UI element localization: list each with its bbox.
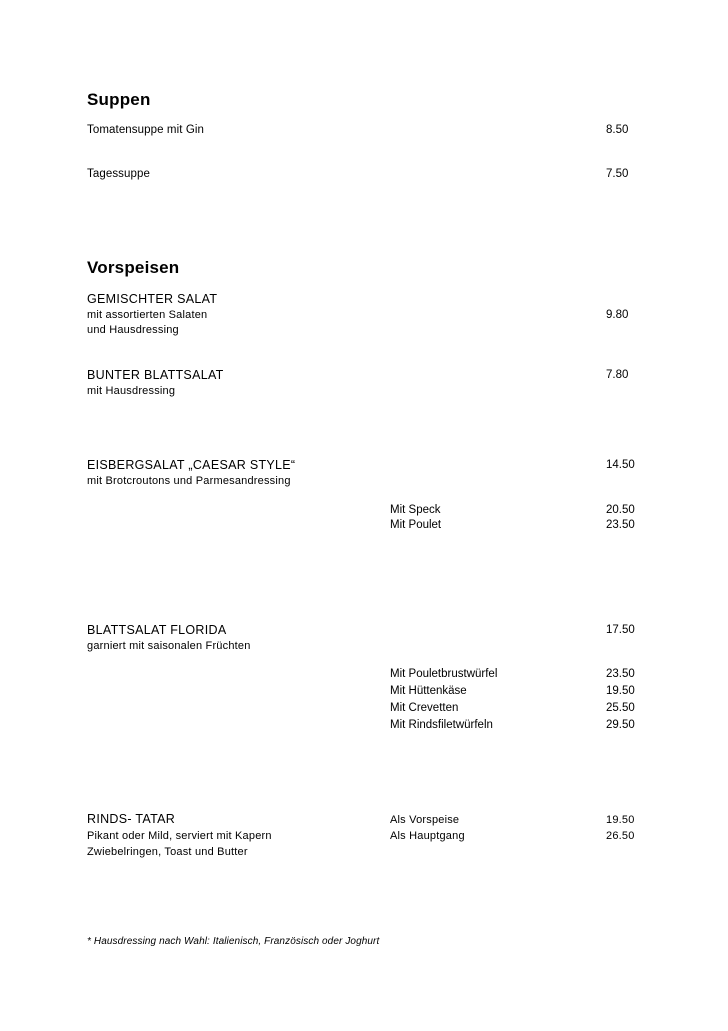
option-label: Mit Crevetten bbox=[390, 702, 459, 714]
option-price: 26.50 bbox=[606, 830, 635, 842]
option-price: 20.50 bbox=[606, 504, 635, 516]
option-label: Mit Pouletbrustwürfel bbox=[390, 668, 498, 680]
soup-name: Tomatensuppe mit Gin bbox=[87, 124, 205, 136]
dish-description: Pikant oder Mild, serviert mit Kapern bbox=[87, 830, 272, 842]
option-label: Mit Speck bbox=[390, 504, 441, 516]
option-price: 25.50 bbox=[606, 702, 635, 714]
dish-description: und Hausdressing bbox=[87, 324, 179, 336]
soup-price: 8.50 bbox=[606, 124, 629, 136]
dish-price: 7.80 bbox=[606, 369, 629, 381]
dish-name: BLATTSALAT FLORIDA bbox=[87, 623, 227, 637]
dish-description: mit assortierten Salaten bbox=[87, 309, 208, 321]
option-price: 19.50 bbox=[606, 814, 635, 826]
option-label: Mit Hüttenkäse bbox=[390, 685, 467, 697]
section-title-vorspeisen: Vorspeisen bbox=[87, 258, 180, 277]
option-price: 23.50 bbox=[606, 519, 635, 531]
option-label: Mit Rindsfiletwürfeln bbox=[390, 719, 493, 731]
dish-name: RINDS- TATAR bbox=[87, 812, 176, 826]
dish-description: mit Hausdressing bbox=[87, 385, 176, 397]
dish-name: BUNTER BLATTSALAT bbox=[87, 368, 224, 382]
dish-price: 17.50 bbox=[606, 624, 635, 636]
dish-description: garniert mit saisonalen Früchten bbox=[87, 640, 251, 652]
option-price: 29.50 bbox=[606, 719, 635, 731]
soup-price: 7.50 bbox=[606, 168, 629, 180]
footnote: * Hausdressing nach Wahl: Italienisch, Französisch oder Joghurt bbox=[87, 936, 380, 947]
dish-name: EISBERGSALAT „CAESAR STYLE“ bbox=[87, 458, 296, 472]
dish-name: GEMISCHTER SALAT bbox=[87, 292, 218, 306]
dish-price: 14.50 bbox=[606, 459, 635, 471]
option-label: Mit Poulet bbox=[390, 519, 442, 531]
section-title-suppen: Suppen bbox=[87, 90, 151, 109]
option-label: Als Vorspeise bbox=[390, 814, 460, 826]
dish-description: Zwiebelringen, Toast und Butter bbox=[87, 846, 248, 858]
option-label: Als Hauptgang bbox=[390, 830, 465, 842]
dish-description: mit Brotcroutons und Parmesandressing bbox=[87, 475, 291, 487]
option-price: 23.50 bbox=[606, 668, 635, 680]
dish-price: 9.80 bbox=[606, 309, 629, 321]
soup-name: Tagessuppe bbox=[87, 168, 151, 180]
option-price: 19.50 bbox=[606, 685, 635, 697]
